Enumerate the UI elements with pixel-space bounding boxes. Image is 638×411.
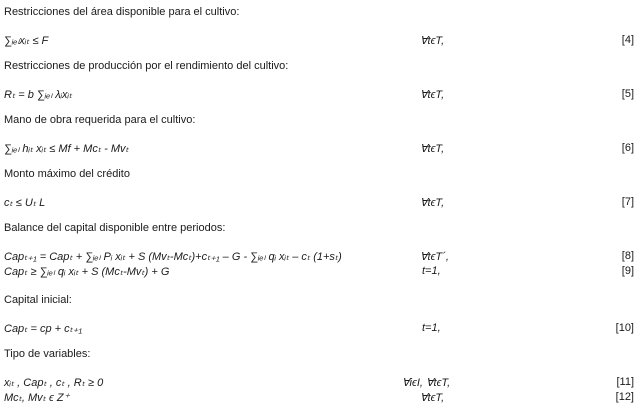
equation-number: [9] [621,265,634,277]
section-heading: Restricciones del área disponible para el cultivo: [4,6,240,18]
equation-condition: ∀tϵT, [420,392,445,404]
equation-row [4,391,634,405]
equation-row [4,376,634,390]
equation-formula: Capₜ ≥ ∑ᵢₑₗ qᵢ xᵢₜ + S (Mcₜ-Mvₜ) + G [4,266,170,278]
equation-number: [6] [621,142,634,154]
equation-formula: Capₜ₊₁ = Capₜ + ∑ᵢₑₗ Pᵢ xᵢₜ + S (Mvₜ-Mcₜ)+cₜ₊₁ – G - ∑ᵢₑₗ qᵢ xᵢₜ – cₜ (1+sₜ) [4,251,342,263]
equation-condition: ∀tϵT, [420,89,445,101]
section-heading: Balance del capital disponible entre periodos: [4,222,226,234]
equation-row [4,34,634,48]
equation-condition: t=1, [422,265,441,277]
equation-row [4,196,634,210]
equation-row [4,265,634,279]
equation-number: [5] [621,88,634,100]
equation-row [4,88,634,102]
equation-condition: ∀iϵI, ∀tϵT, [402,377,451,389]
equation-condition: ∀tϵT, [420,143,445,155]
section-heading: Monto máximo del crédito [4,168,130,180]
equation-row [4,322,634,336]
equation-formula: xᵢₜ , Capₜ , cₜ , Rₜ ≥ 0 [4,377,104,389]
equation-condition: ∀tϵT, [420,35,445,47]
equation-number: [4] [621,34,634,46]
equation-condition: ∀tϵT, [420,197,445,209]
equation-formula: cₜ ≤ Uₜ L [4,197,46,209]
equation-formula: Capₜ = cp + cₜ₊₁ [4,323,83,335]
equation-formula: ∑ᵢₑₗ hᵢₜ xᵢₜ ≤ Mf + Mcₜ - Mvₜ [4,143,129,155]
equation-number: [11] [616,376,634,388]
section-heading: Tipo de variables: [4,348,91,360]
equation-condition: t=1, [422,322,441,334]
equation-number: [7] [621,196,634,208]
equation-condition: ∀tϵT´, [420,251,449,263]
equation-row [4,250,634,264]
section-heading: Capital inicial: [4,294,72,306]
section-heading: Restricciones de producción por el rendimiento del cultivo: [4,60,289,72]
section-heading: Mano de obra requerida para el cultivo: [4,114,196,126]
equation-formula: Rₜ = b ∑ᵢₑₗ λᵢxᵢₜ [4,89,73,101]
equation-formula: Mcₜ, Mvₜ ϵ Z⁺ [4,392,70,404]
equation-number: [10] [615,322,634,334]
equation-number: [8] [621,250,634,262]
equation-formula: ∑ᵢₑₗxᵢₜ ≤ F [4,35,49,47]
equation-number: [12] [615,391,634,403]
equation-row [4,142,634,156]
